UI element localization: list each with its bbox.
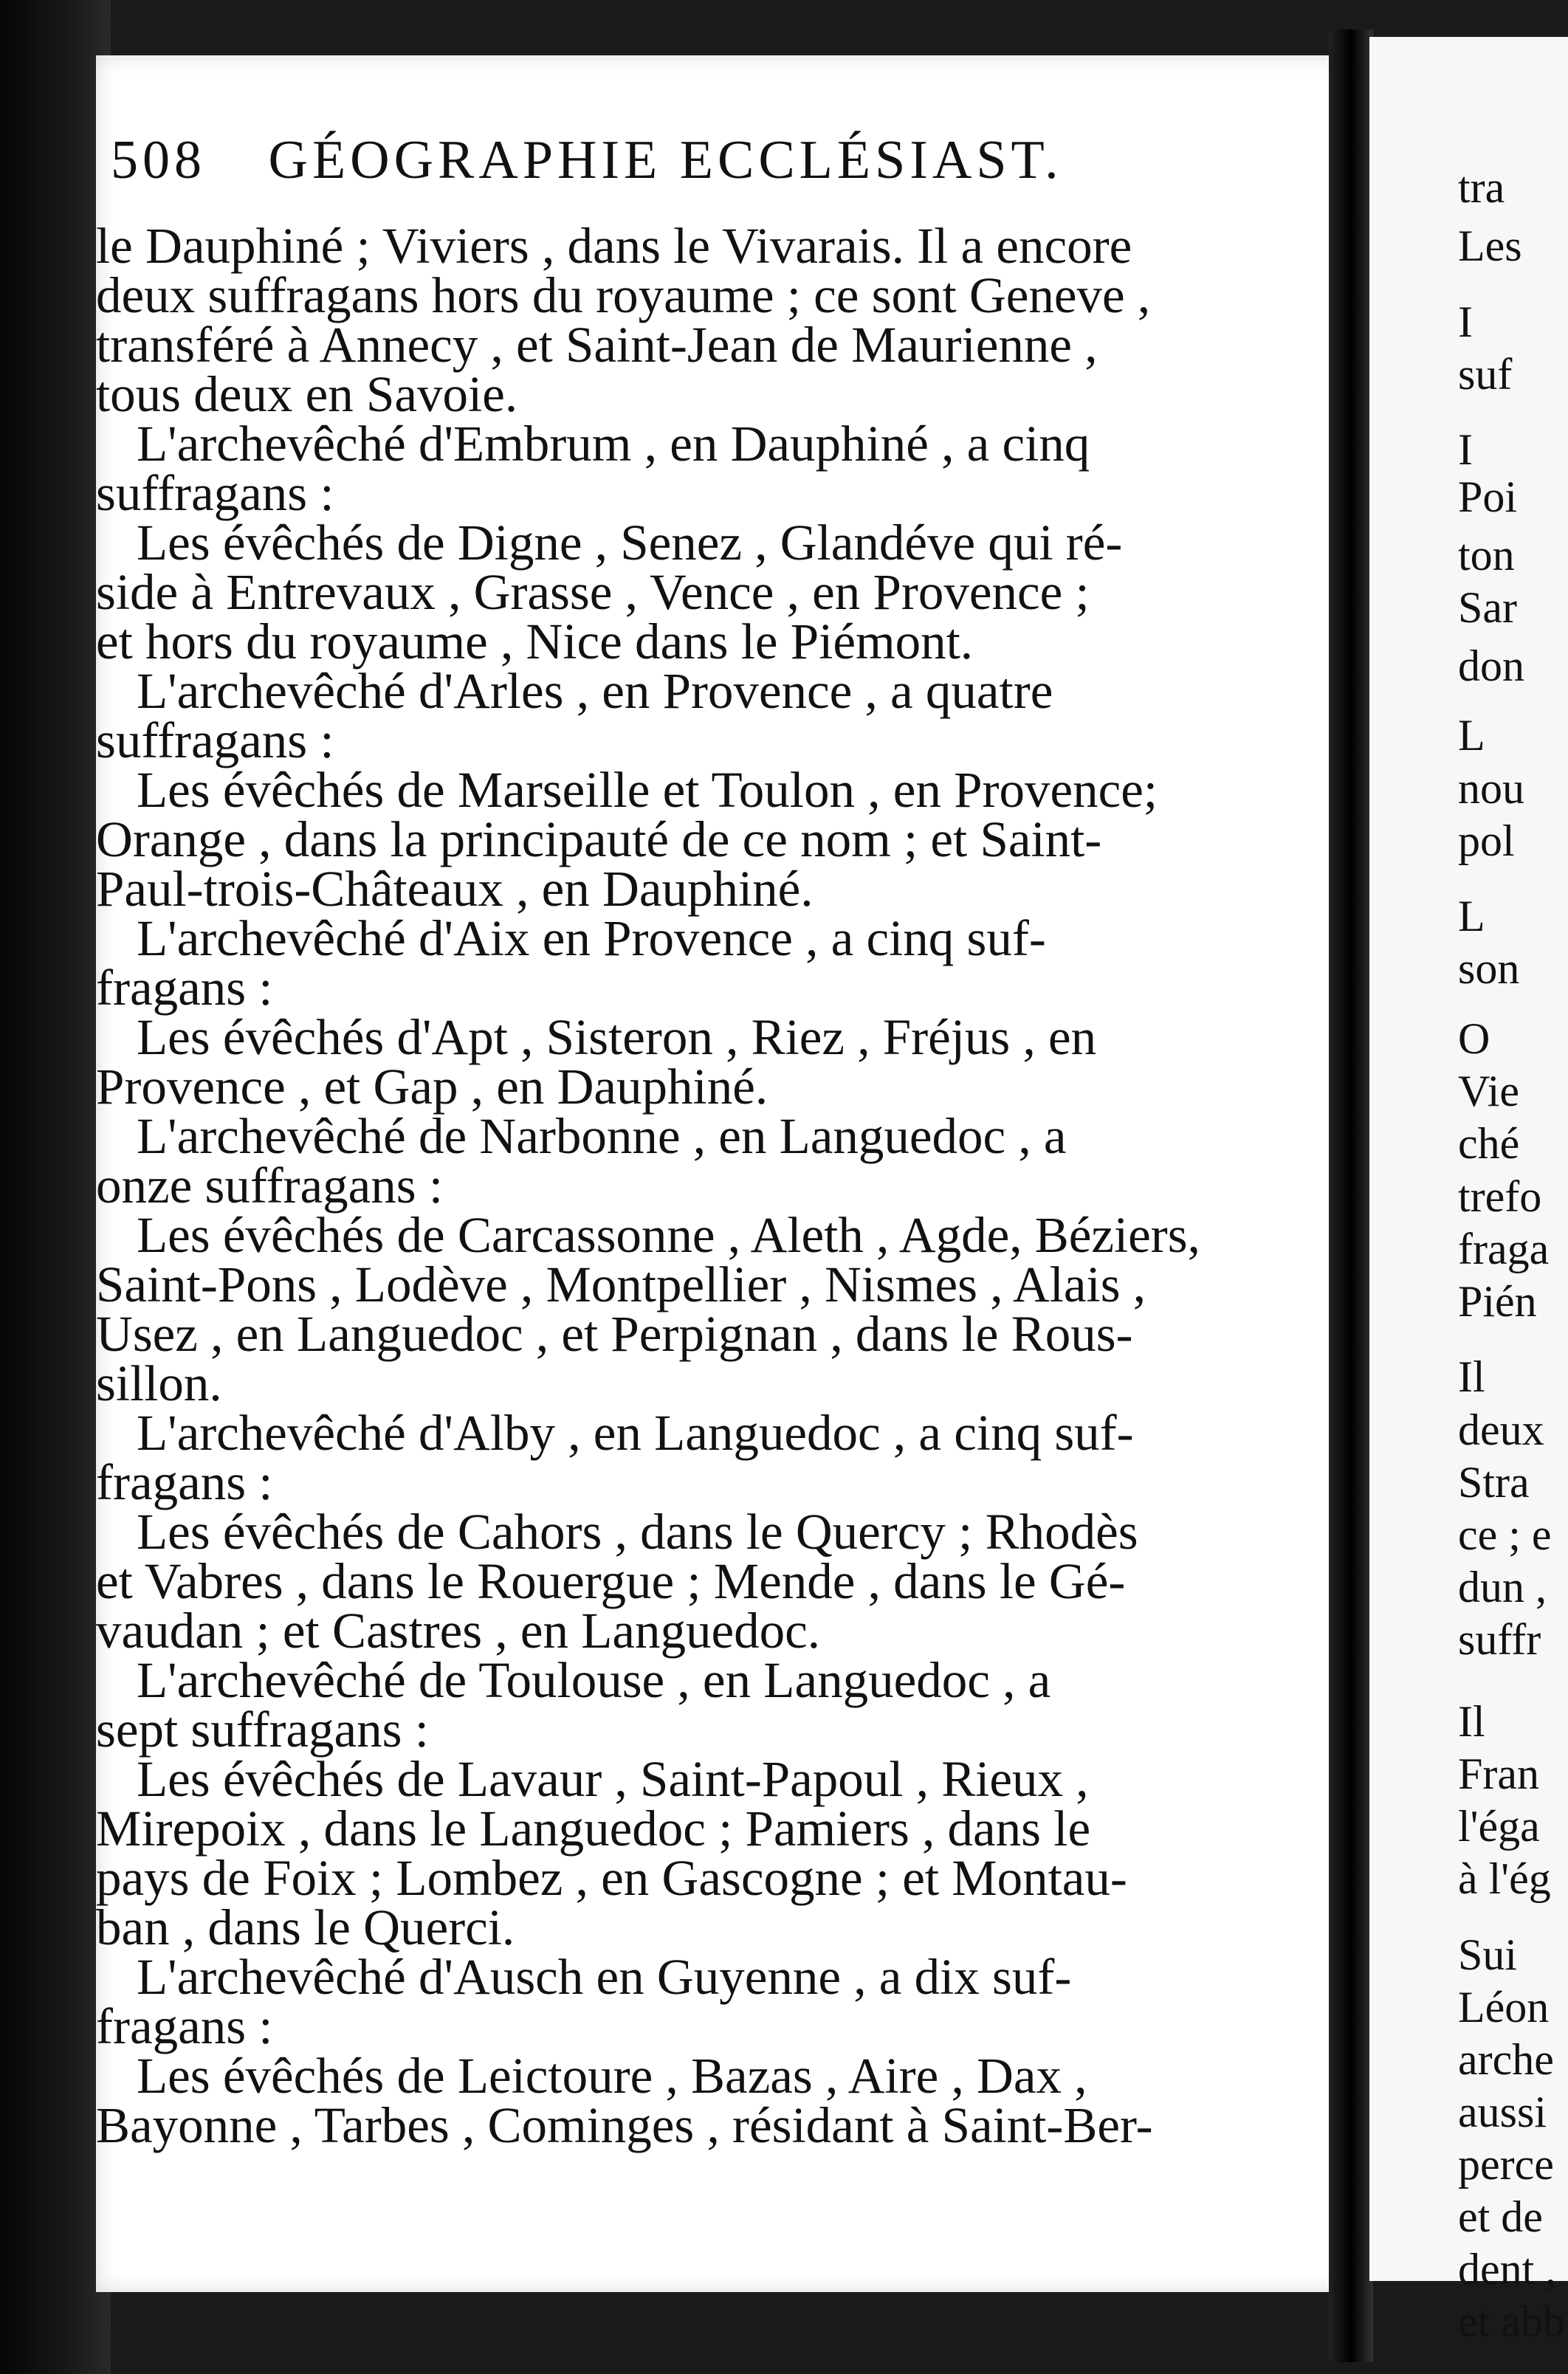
- next-page-fragment: et abb: [1458, 2297, 1565, 2347]
- next-page-fragment: tra: [1458, 162, 1505, 212]
- book-spine-left-edge: [0, 0, 111, 2374]
- text-line: L'archevêché d'Embrum , en Dauphiné , a cinq: [137, 416, 1090, 472]
- next-page-fragment: dent ,: [1458, 2245, 1557, 2294]
- text-line: transféré à Annecy , et Saint-Jean de Maurienne ,: [96, 317, 1098, 373]
- next-page-fragment: Il: [1458, 1352, 1485, 1402]
- next-page-fragment: nou: [1458, 763, 1524, 813]
- next-page-fragment: Stra: [1458, 1457, 1530, 1507]
- running-title: GÉOGRAPHIE ECCLÉSIAST.: [268, 130, 1063, 190]
- next-page-fragment: Sui: [1458, 1930, 1518, 1979]
- text-line: Bayonne , Tarbes , Cominges , résidant à Saint-Ber-: [96, 2097, 1153, 2153]
- next-page-fragment: don: [1458, 641, 1524, 690]
- text-line: suffragans :: [96, 712, 334, 768]
- text-line: L'archevêché d'Aix en Provence , a cinq suf-: [137, 910, 1046, 966]
- next-page-fragment: Les: [1458, 221, 1522, 270]
- text-line: suffragans :: [96, 465, 334, 521]
- next-page-fragment: Sar: [1458, 582, 1517, 632]
- text-line: sillon.: [96, 1355, 222, 1411]
- text-line: vaudan ; et Castres , en Languedoc.: [96, 1603, 820, 1659]
- next-page-fragment: ton: [1458, 530, 1515, 579]
- next-page-fragment: L: [1458, 892, 1485, 941]
- text-line: pays de Foix ; Lombez , en Gascogne ; et Montau-: [96, 1850, 1127, 1906]
- text-line: Mirepoix , dans le Languedoc ; Pamiers , dans le: [96, 1800, 1091, 1857]
- text-line: ban , dans le Querci.: [96, 1899, 515, 1955]
- text-line: sept suffragans :: [96, 1702, 429, 1758]
- text-line: L'archevêché de Toulouse , en Languedoc , a: [137, 1652, 1051, 1708]
- next-page-fragment: suf: [1458, 349, 1513, 399]
- text-line: L'archevêché d'Ausch en Guyenne , a dix suf-: [137, 1949, 1072, 2005]
- next-page-fragment: Poi: [1458, 472, 1518, 521]
- next-page-fragment: I: [1458, 425, 1473, 475]
- text-line: le Dauphiné ; Viviers , dans le Vivarais. Il a encore: [96, 218, 1132, 274]
- text-line: fragans :: [96, 960, 273, 1016]
- text-line: L'archevêché d'Arles , en Provence , a quatre: [137, 663, 1053, 719]
- page-header: [111, 129, 1262, 210]
- text-line: Les évêchés de Carcassonne , Aleth , Agde, Béziers,: [137, 1207, 1200, 1263]
- text-line: onze suffragans :: [96, 1157, 444, 1214]
- next-page-fragment: et de: [1458, 2192, 1543, 2241]
- text-line: Provence , et Gap , en Dauphiné.: [96, 1059, 768, 1115]
- text-line: et hors du royaume , Nice dans le Piémont.: [96, 613, 974, 670]
- text-line: Les évêchés d'Apt , Sisteron , Riez , Fréjus , en: [137, 1009, 1097, 1065]
- next-page-fragment: Il: [1458, 1696, 1485, 1746]
- text-line: Saint-Pons , Lodève , Montpellier , Nismes , Alais ,: [96, 1256, 1146, 1312]
- text-line: Les évêchés de Digne , Senez , Glandéve qui ré-: [137, 515, 1123, 571]
- book-gutter: [1329, 30, 1373, 2362]
- next-page-fragment: pol: [1458, 816, 1515, 865]
- next-page-fragment: Pién: [1458, 1276, 1537, 1326]
- next-page-fragment: L: [1458, 711, 1485, 760]
- text-line: Les évêchés de Lavaur , Saint-Papoul , Rieux ,: [137, 1751, 1089, 1807]
- text-line: L'archevêché de Narbonne , en Languedoc , a: [137, 1108, 1067, 1164]
- next-page-fragment: perce: [1458, 2139, 1554, 2189]
- next-page-fragment: aussi: [1458, 2087, 1547, 2136]
- text-line: Paul-trois-Châteaux , en Dauphiné.: [96, 861, 814, 917]
- next-page-fragment: suffr: [1458, 1614, 1541, 1664]
- next-page-fragment: son: [1458, 944, 1520, 994]
- text-line: side à Entrevaux , Grasse , Vence , en Provence ;: [96, 564, 1090, 620]
- next-page-fragment: ce ; e: [1458, 1510, 1552, 1559]
- text-line: fragans :: [96, 1998, 273, 2054]
- next-page-fragment: Vie: [1458, 1067, 1520, 1116]
- page-number: 508: [111, 130, 206, 190]
- next-page-fragment: ché: [1458, 1119, 1520, 1169]
- next-page-fragment: deux: [1458, 1405, 1544, 1454]
- text-line: fragans :: [96, 1454, 273, 1510]
- next-page-fragment: fraga: [1458, 1224, 1550, 1273]
- next-page-fragment: trefo: [1458, 1171, 1542, 1221]
- text-line: deux suffragans hors du royaume ; ce sont Geneve ,: [96, 267, 1151, 323]
- next-page-fragment: O: [1458, 1014, 1490, 1064]
- text-line: Orange , dans la principauté de ce nom ; et Saint-: [96, 811, 1102, 867]
- next-page-fragment: arche: [1458, 2034, 1554, 2084]
- text-line: et Vabres , dans le Rouergue ; Mende , dans le Gé-: [96, 1553, 1126, 1609]
- page-body-text: [96, 218, 1240, 2153]
- next-page-fragment: à l'ég: [1458, 1854, 1551, 1903]
- text-line: Usez , en Languedoc , et Perpignan , dans le Rous-: [96, 1306, 1133, 1362]
- book-page-right-partial: [1369, 37, 1568, 2347]
- text-line: tous deux en Savoie.: [96, 366, 518, 422]
- text-line: Les évêchés de Cahors , dans le Quercy ; Rhodès: [137, 1504, 1138, 1560]
- next-page-fragment: l'éga: [1458, 1801, 1540, 1851]
- next-page-fragment: Léon: [1458, 1982, 1550, 2031]
- text-line: Les évêchés de Leictoure , Bazas , Aire , Dax ,: [137, 2048, 1087, 2104]
- text-line: L'archevêché d'Alby , en Languedoc , a cinq suf-: [137, 1405, 1134, 1461]
- next-page-fragment: I: [1458, 297, 1473, 346]
- next-page-fragment: Fran: [1458, 1749, 1539, 1798]
- next-page-fragment: dun ,: [1458, 1562, 1547, 1611]
- text-line: Les évêchés de Marseille et Toulon , en Provence;: [137, 762, 1158, 818]
